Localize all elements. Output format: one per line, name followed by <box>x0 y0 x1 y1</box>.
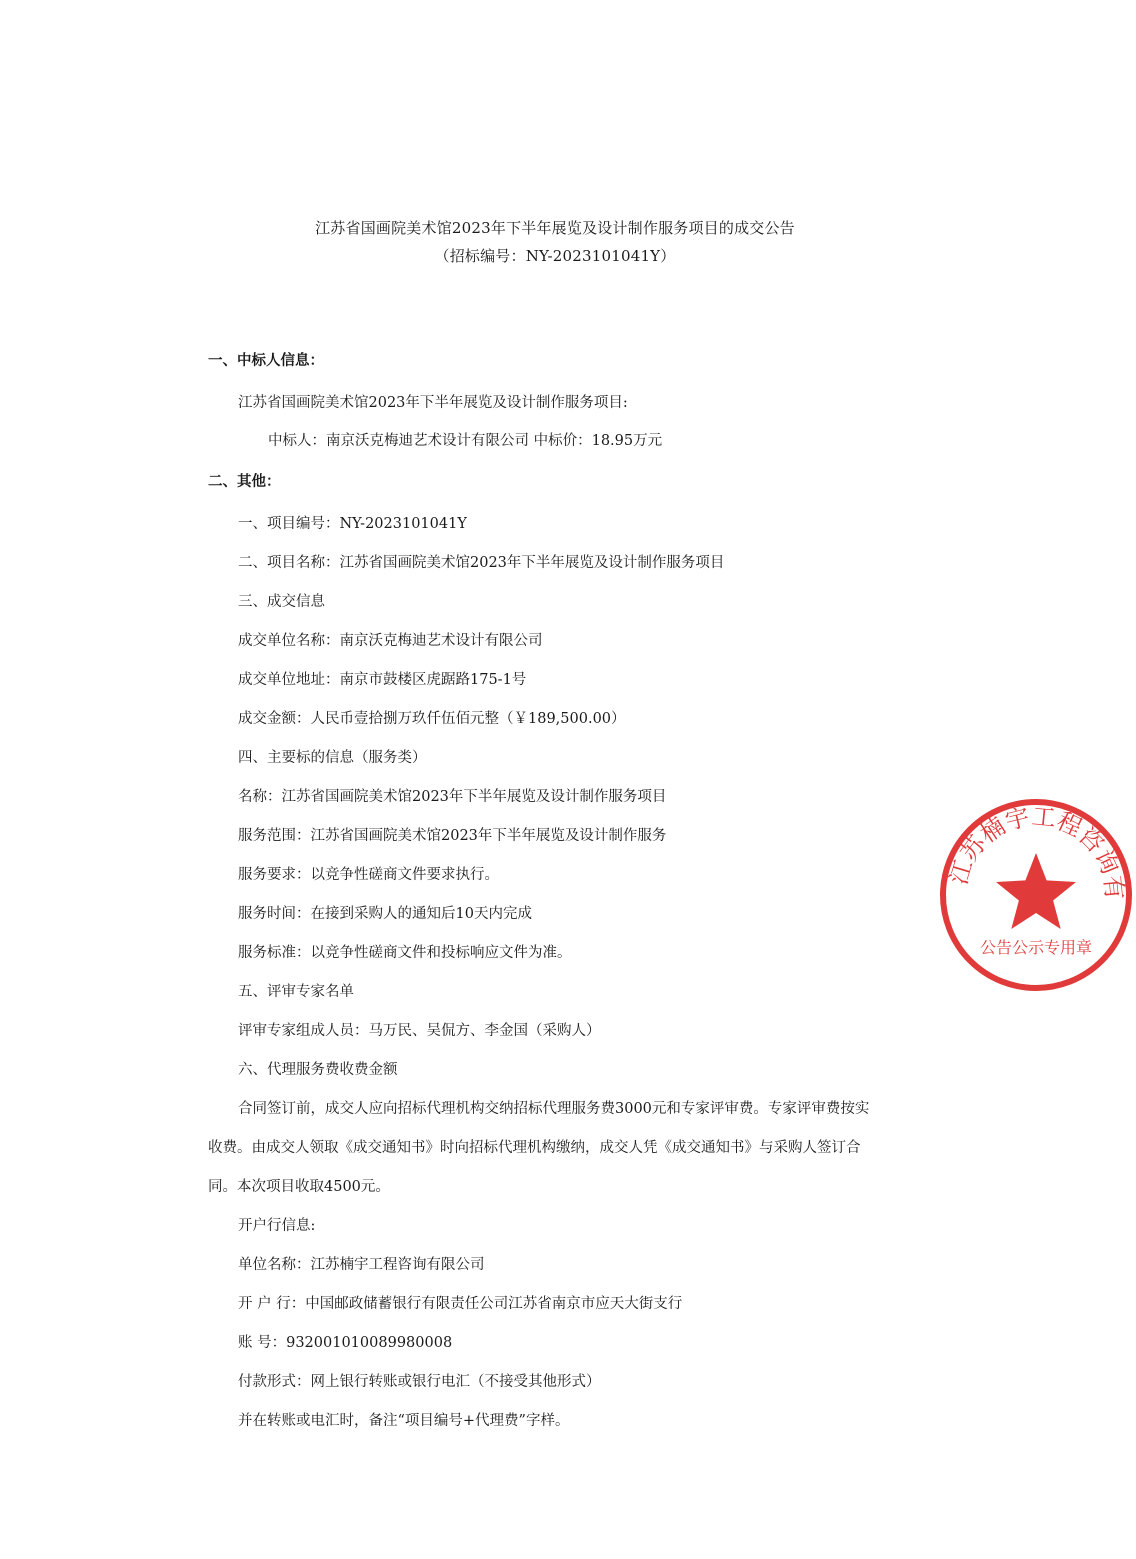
item-project-number: 一、项目编号：NY-2023101041Y <box>238 516 467 532</box>
bank-unit-name: 单位名称：江苏楠宇工程咨询有限公司 <box>238 1257 485 1273</box>
document-title: 江苏省国画院美术馆2023年下半年展览及设计制作服务项目的成交公告 <box>315 219 795 237</box>
payment-remark: 并在转账或电汇时，备注“项目编号+代理费”字样。 <box>238 1413 570 1429</box>
payment-method: 付款形式：网上银行转账或银行电汇（不接受其他形式） <box>238 1374 601 1390</box>
fee-paragraph-line-1: 合同签订前，成交人应向招标代理机构交纳招标代理服务费3000元和专家评审费。专家评审费按实 <box>238 1101 870 1117</box>
item-service-standard: 服务标准：以竞争性磋商文件和投标响应文件为准。 <box>238 945 572 961</box>
section-heading-winner: 一、中标人信息： <box>208 353 324 369</box>
item-deal-address: 成交单位地址：南京市鼓楼区虎踞路175-1号 <box>238 672 527 688</box>
item-service-time: 服务时间：在接到采购人的通知后10天内完成 <box>238 906 532 922</box>
seal-star-icon <box>996 853 1076 929</box>
winner-line: 中标人：南京沃克梅迪艺术设计有限公司 中标价：18.95万元 <box>268 433 663 449</box>
item-deal-amount: 成交金额：人民币壹拾捌万玖仟伍佰元整（￥189,500.00） <box>238 711 626 727</box>
item-experts-members: 评审专家组成人员：马万民、吴侃方、李金国（采购人） <box>238 1023 601 1039</box>
bank-account: 账 号：932001010089980008 <box>238 1335 453 1351</box>
bank-name: 开 户 行：中国邮政储蓄银行有限责任公司江苏省南京市应天大街支行 <box>238 1296 683 1312</box>
item-main-subject-heading: 四、主要标的信息（服务类） <box>238 750 427 766</box>
tender-number: （招标编号：NY-2023101041Y） <box>434 247 676 265</box>
item-experts-heading: 五、评审专家名单 <box>238 984 354 1000</box>
title-block <box>0 214 1110 270</box>
seal-ring-text: 江苏楠宇工程咨询有 <box>944 802 1129 901</box>
item-subject-name: 名称：江苏省国画院美术馆2023年下半年展览及设计制作服务项目 <box>238 789 667 805</box>
item-project-name: 二、项目名称：江苏省国画院美术馆2023年下半年展览及设计制作服务项目 <box>238 555 725 571</box>
bank-info-heading: 开户行信息: <box>238 1218 316 1234</box>
item-deal-info-heading: 三、成交信息 <box>238 594 325 610</box>
section-heading-other: 二、其他： <box>208 474 281 490</box>
item-service-requirement: 服务要求：以竞争性磋商文件要求执行。 <box>238 867 499 883</box>
item-fee-heading: 六、代理服务费收费金额 <box>238 1062 398 1078</box>
project-line: 江苏省国画院美术馆2023年下半年展览及设计制作服务项目: <box>238 395 628 411</box>
fee-paragraph-line-3: 同。本次项目收取4500元。 <box>208 1179 390 1195</box>
item-service-scope: 服务范围：江苏省国画院美术馆2023年下半年展览及设计制作服务 <box>238 828 667 844</box>
seal-bottom-text: 公告公示专用章 <box>979 938 1093 957</box>
item-deal-company: 成交单位名称：南京沃克梅迪艺术设计有限公司 <box>238 633 543 649</box>
fee-paragraph-line-2: 收费。由成交人领取《成交通知书》时向招标代理机构缴纳，成交人凭《成交通知书》与采购人签订合 <box>208 1140 861 1156</box>
company-seal <box>936 795 1136 995</box>
